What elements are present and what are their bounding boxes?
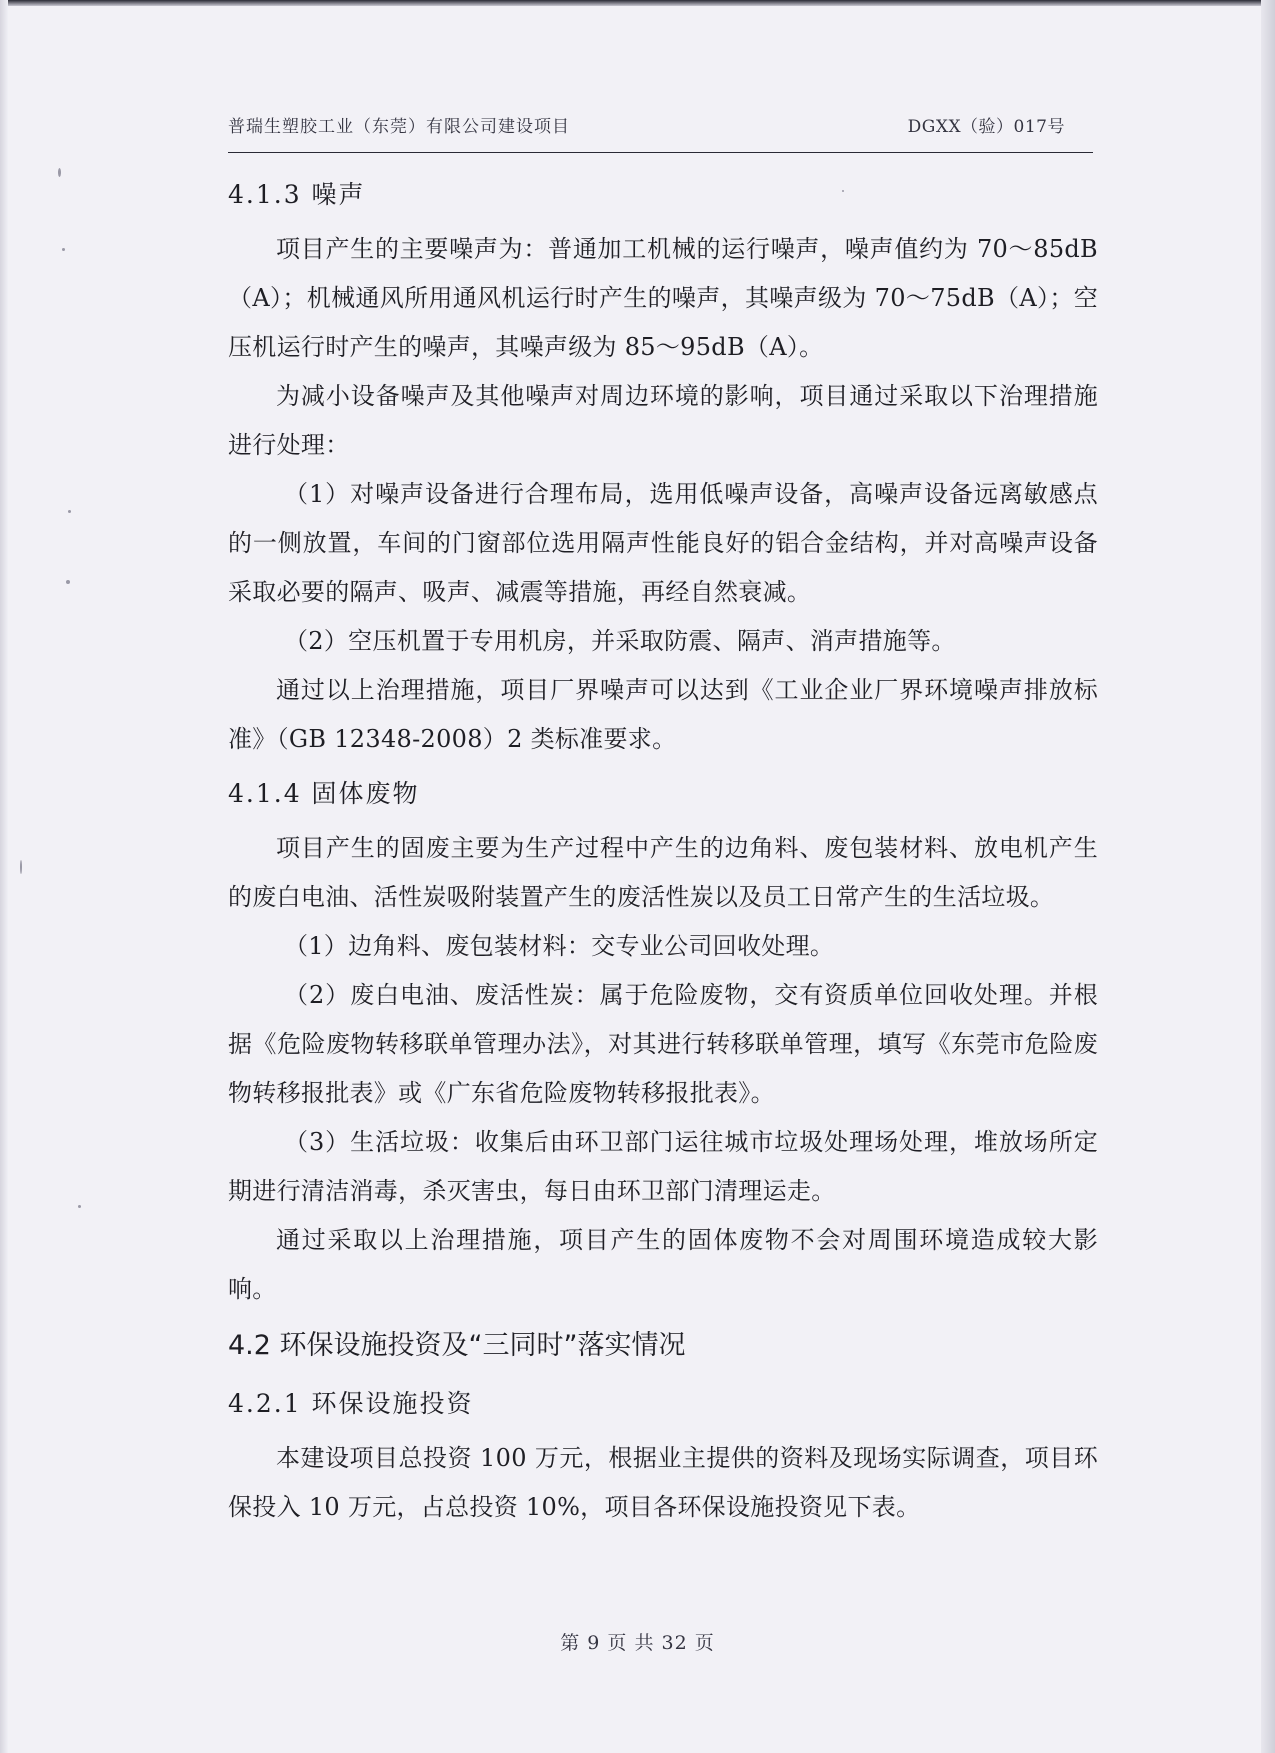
list-item: （2）空压机置于专用机房，并采取防震、隔声、消声措施等。 [284, 627, 956, 655]
page-body [228, 165, 1098, 1532]
header-company: 普瑞生塑胶工业（东莞）有限公司建设项目 [228, 117, 570, 137]
heading-4-2-1: 4.2.1 环保设施投资 [228, 1389, 474, 1418]
page-header [228, 108, 1093, 153]
scan-speck [78, 1205, 81, 1208]
scan-speck [68, 510, 71, 513]
heading-4-1-3: 4.1.3 噪声 [228, 180, 366, 209]
scan-edge-left [0, 0, 8, 1753]
paragraph: 项目产生的主要噪声为：普通加工机械的运行噪声，噪声值约为 70～85dB（A）；机械通风所用通风机运行时产生的噪声，其噪声级为 70～75dB（A）；空压机运行时产生的噪声，其噪声级为 85～95dB（A）。 [228, 235, 1098, 361]
header-doc-number: DGXX（验）017号 [907, 117, 1065, 137]
paragraph: 通过以上治理措施，项目厂界噪声可以达到《工业企业厂界环境噪声排放标准》（GB 12348-2008）2 类标准要求。 [228, 676, 1098, 753]
scan-edge-top [0, 0, 1275, 6]
list-item: （3）生活垃圾：收集后由环卫部门运往城市垃圾处理场处理，堆放场所定期进行清洁消毒，杀灭害虫，每日由环卫部门清理运走。 [228, 1128, 1098, 1205]
scan-speck [20, 860, 22, 874]
list-item: （1）对噪声设备进行合理布局，选用低噪声设备，高噪声设备远离敏感点的一侧放置，车间的门窗部位选用隔声性能良好的铝合金结构，并对高噪声设备采取必要的隔声、吸声、减震等措施，再经自然衰减。 [228, 480, 1098, 606]
heading-4-2: 4.2 环保设施投资及“三同时”落实情况 [228, 1330, 686, 1361]
scan-speck [58, 168, 61, 177]
paragraph: 通过采取以上治理措施，项目产生的固体废物不会对周围环境造成较大影响。 [228, 1226, 1098, 1303]
scan-speck [66, 580, 70, 584]
heading-4-1-4: 4.1.4 固体废物 [228, 779, 420, 808]
scan-speck [62, 248, 65, 251]
paragraph: 为减小设备噪声及其他噪声对周边环境的影响，项目通过采取以下治理措施进行处理： [228, 382, 1098, 459]
scan-edge-right [1261, 0, 1275, 1753]
paragraph: 项目产生的固废主要为生产过程中产生的边角料、废包装材料、放电机产生的废白电油、活性炭吸附装置产生的废活性炭以及员工日常产生的生活垃圾。 [228, 834, 1098, 911]
paragraph: 本建设项目总投资 100 万元，根据业主提供的资料及现场实际调查，项目环保投入 10 万元，占总投资 10%，项目各环保设施投资见下表。 [228, 1444, 1098, 1521]
list-item: （1）边角料、废包装材料：交专业公司回收处理。 [284, 932, 835, 960]
list-item: （2）废白电油、废活性炭：属于危险废物，交有资质单位回收处理。并根据《危险废物转移联单管理办法》，对其进行转移联单管理，填写《东莞市危险废物转移报批表》或《广东省危险废物转移报批表》。 [228, 981, 1098, 1107]
page-number: 第 9 页 共 32 页 [560, 1632, 715, 1654]
